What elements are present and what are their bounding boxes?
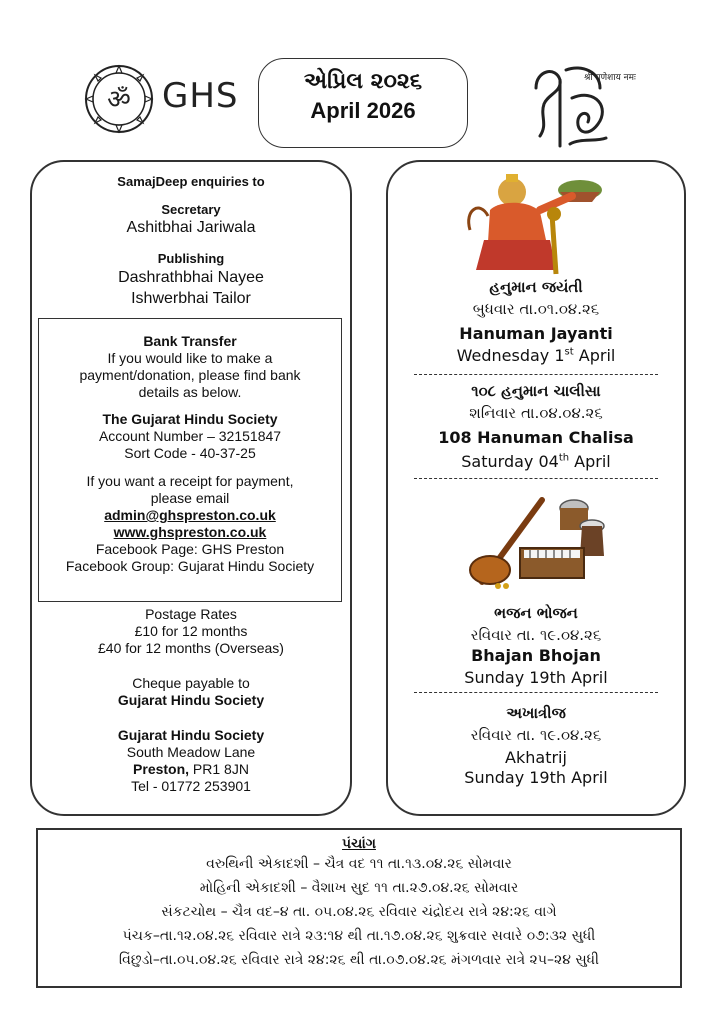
bank-heading: Bank Transfer	[143, 333, 237, 349]
website-link[interactable]: www.ghspreston.co.uk	[113, 524, 267, 540]
event-date-month: April	[573, 346, 616, 365]
panchang-line: વિંછુડો–તા.૦૫.૦૪.૨૬ રવિવાર રાત્રે ૨૪:૨૬ થી તા.૦૭.૦૪.૨૬ મંગળવાર રાત્રે ૨૫–૨૪ સુધી	[118, 952, 600, 968]
facebook-page: Facebook Page: GHS Preston	[95, 541, 285, 557]
ganesh-icon	[526, 58, 636, 150]
event-name-gujarati: અખાત્રીજ	[506, 704, 566, 722]
event-date-english: Sunday 19th April	[464, 668, 608, 687]
address-street: South Meadow Lane	[126, 744, 256, 760]
event-date-english: Sunday 19th April	[464, 768, 608, 787]
publisher-name: Ishwerbhai Tailor	[131, 290, 251, 307]
ganesh-caption: श्री गणेशाय नमः	[584, 73, 636, 83]
publisher-name: Dashrathbhai Nayee	[118, 269, 264, 286]
address-city	[32, 761, 350, 777]
address-name: Gujarat Hindu Society	[117, 727, 265, 743]
panchang-line: સંકટચોથ – ચૈત્ર વદ–૪ તા. ૦૫.૦૪.૨૬ રવિવાર ચંદ્રોદય રાત્રે ૨૪:૨૬ વાગે	[161, 904, 557, 920]
month-title-english: April 2026	[310, 98, 416, 123]
publishing-heading: Publishing	[157, 251, 225, 266]
divider	[414, 692, 658, 693]
secretary-name: Ashitbhai Jariwala	[126, 219, 256, 236]
event-date-text: Saturday 04	[461, 452, 559, 471]
receipt-text: If you want a receipt for payment,	[86, 473, 294, 489]
bank-text: If you would like to make a	[107, 350, 273, 366]
events-panel	[386, 160, 686, 816]
event-date-gujarati: બુધવાર તા.૦૧.૦૪.૨૬	[472, 300, 600, 318]
month-title-box	[258, 58, 468, 148]
receipt-text: please email	[150, 490, 230, 506]
event-name-english: 108 Hanuman Chalisa	[438, 428, 634, 447]
event-date-gujarati: રવિવાર તા. ૧૯.૦૪.૨૬	[470, 726, 602, 744]
divider	[414, 374, 658, 375]
postage-overseas: £40 for 12 months (Overseas)	[98, 640, 284, 656]
panchang-heading: પંચાંગ	[342, 836, 376, 852]
address-city-name: Preston,	[133, 761, 190, 777]
event-date-english	[388, 452, 684, 471]
month-title-gujarati: એપ્રિલ ૨૦૨૬	[303, 69, 423, 94]
event-date-month: April	[569, 452, 611, 471]
facebook-group: Facebook Group: Gujarat Hindu Society	[65, 558, 315, 574]
event-name-english: Hanuman Jayanti	[459, 324, 613, 343]
address-tel: Tel - 01772 253901	[131, 778, 251, 794]
address-postcode: PR1 8JN	[189, 761, 249, 777]
event-date-text: Wednesday 1	[456, 346, 565, 365]
cheque-payee: Gujarat Hindu Society	[117, 692, 265, 708]
event-date-gujarati: રવિવાર તા. ૧૯.૦૪.૨૬	[470, 626, 602, 644]
event-name-english: Bhajan Bhojan	[471, 646, 601, 665]
divider	[414, 478, 658, 479]
ghs-logo	[84, 64, 254, 134]
sort-code: Sort Code - 40-37-25	[124, 445, 256, 461]
panchang-line: પંચક–તા.૧૨.૦૪.૨૬ રવિવાર રાત્રે ૨૩:૧૪ થી તા.૧૭.૦૪.૨૬ શુક્રવાર સવારે ૦૭:૩૨ સુધી	[122, 928, 596, 944]
event-name-english: Akhatrij	[505, 748, 567, 767]
account-name: The Gujarat Hindu Society	[102, 411, 278, 427]
secretary-heading: Secretary	[161, 202, 221, 217]
logo-text: GHS	[162, 76, 239, 116]
info-panel	[30, 160, 352, 816]
hanuman-illustration-icon	[460, 170, 610, 278]
panchang-line: વરુથિની એકાદશી – ચૈત્ર વદ ૧૧ તા.૧૩.૦૪.૨૬ સોમવાર	[206, 856, 512, 872]
event-name-gujarati: ભજન ભોજન	[494, 604, 578, 622]
om-emblem-icon	[84, 64, 154, 134]
event-date-english	[388, 346, 684, 365]
account-number: Account Number – 32151847	[98, 428, 282, 444]
event-date-ordinal: st	[564, 346, 574, 358]
svg-text:ॐ: ॐ	[107, 85, 131, 115]
postage-uk: £10 for 12 months	[134, 623, 248, 639]
event-name-gujarati: ૧૦૮ હનુમાન ચાલીસા	[471, 382, 601, 400]
panchang-line: મોહિની એકાદશી – વૈશાખ સુદ ૧૧ તા.૨૭.૦૪.૨૬ સોમવાર	[199, 880, 519, 896]
panchang-box	[36, 828, 682, 988]
musical-instruments-icon	[462, 486, 612, 590]
enquiries-heading: SamajDeep enquiries to	[117, 174, 265, 189]
bank-text: payment/donation, please find bank	[79, 367, 301, 383]
cheque-line: Cheque payable to	[132, 675, 250, 691]
event-date-gujarati: શનિવાર તા.૦૪.૦૪.૨૬	[469, 404, 603, 422]
bank-text: details as below.	[138, 384, 242, 400]
email-link[interactable]: admin@ghspreston.co.uk	[104, 507, 276, 523]
event-name-gujarati: હનુમાન જયંતી	[489, 278, 583, 296]
bank-transfer-box	[38, 318, 342, 602]
event-date-ordinal: th	[558, 452, 570, 464]
postage-heading: Postage Rates	[145, 606, 237, 622]
